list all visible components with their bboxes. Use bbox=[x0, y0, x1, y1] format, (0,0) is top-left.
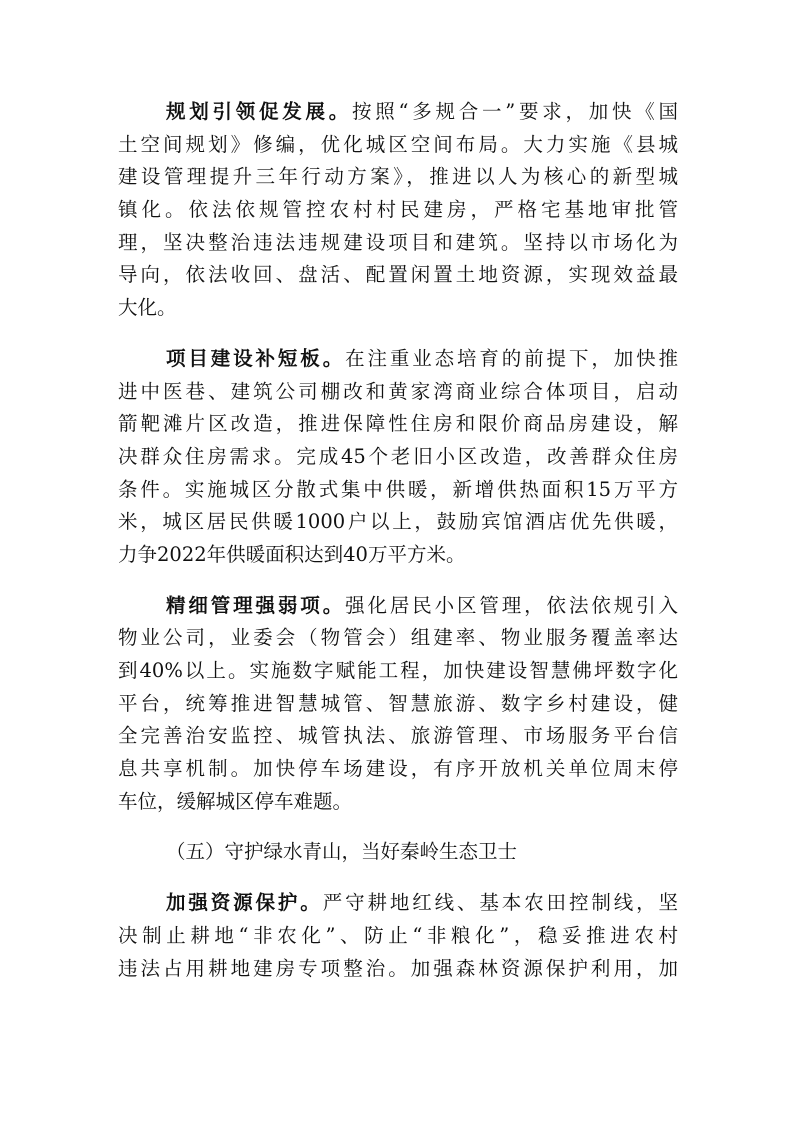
paragraph-line: 规划引领促发展。按照“多规合一”要求，加快《国 bbox=[166, 100, 678, 123]
paragraph-line: 平台，统筹推进智慧城管、智慧旅游、数字乡村建设，健 bbox=[118, 691, 678, 715]
paragraph-line: 导向，依法收回、盘活、配置闲置土地资源，实现效益最 bbox=[118, 263, 678, 287]
paragraph-lead: 精细管理强弱项。 bbox=[166, 593, 346, 617]
paragraph-planning bbox=[118, 96, 678, 325]
paragraph-line: 加强资源保护。严守耕地红线、基本农田控制线，坚 bbox=[166, 891, 678, 915]
paragraph-line: 项目建设补短板。在注重业态培育的前提下，加快推 bbox=[166, 346, 678, 370]
paragraph-line: 大化。 bbox=[118, 296, 177, 320]
paragraph-line: 进中医巷、建筑公司棚改和黄家湾商业综合体项目，启动 bbox=[118, 379, 678, 403]
paragraph-line: 违法占用耕地建房专项整治。加强森林资源保护利用，加 bbox=[118, 956, 678, 980]
paragraph-line: 息共享机制。加快停车场建设，有序开放机关单位周末停 bbox=[118, 757, 678, 781]
paragraph-line: 全完善治安监控、城管执法、旅游管理、市场服务平台信 bbox=[118, 724, 678, 748]
paragraph-resources bbox=[118, 887, 678, 985]
section-heading: （五）守护绿水青山，当好秦岭生态卫士 bbox=[166, 840, 518, 864]
paragraph-line: 米，城区居民供暖1000户以上，鼓励宾馆酒店优先供暖， bbox=[118, 510, 678, 534]
paragraph-lead: 规划引领促发展。 bbox=[166, 100, 353, 123]
paragraph-line: 镇化。依法依规管控农村村民建房，严格宅基地审批管 bbox=[118, 198, 678, 222]
paragraph-line: 车位，缓解城区停车难题。 bbox=[118, 789, 353, 813]
paragraph-line: 物业公司，业委会（物管会）组建率、物业服务覆盖率达 bbox=[118, 626, 678, 650]
paragraph-line: 理，坚决整治违法违规建设项目和建筑。坚持以市场化为 bbox=[118, 230, 678, 254]
paragraph-lead: 项目建设补短板。 bbox=[166, 346, 346, 370]
paragraph-line: 建设管理提升三年行动方案》，推进以人为核心的新型城 bbox=[118, 165, 678, 189]
paragraph-line: 箭靶滩片区改造，推进保障性住房和限价商品房建设，解 bbox=[118, 412, 678, 436]
paragraph-projects bbox=[118, 343, 678, 572]
paragraph-line: 条件。实施城区分散式集中供暖，新增供热面积15万平方 bbox=[118, 477, 678, 501]
paragraph-line: 决制止耕地“非农化”、防止“非粮化”，稳妥推进农村 bbox=[118, 923, 678, 947]
paragraph-line: 决群众住房需求。完成45个老旧小区改造，改善群众住房 bbox=[118, 444, 678, 468]
paragraph-line: 到40%以上。实施数字赋能工程，加快建设智慧佛坪数字化 bbox=[118, 659, 678, 682]
paragraph-management bbox=[118, 590, 678, 819]
paragraph-lead: 加强资源保护。 bbox=[166, 891, 323, 915]
paragraph-line: 土空间规划》修编，优化城区空间布局。大力实施《县城 bbox=[118, 132, 678, 156]
paragraph-line: 精细管理强弱项。强化居民小区管理，依法依规引入 bbox=[166, 593, 678, 617]
paragraph-line: 力争2022年供暖面积达到40万平方米。 bbox=[118, 542, 466, 566]
document-body bbox=[118, 96, 678, 985]
